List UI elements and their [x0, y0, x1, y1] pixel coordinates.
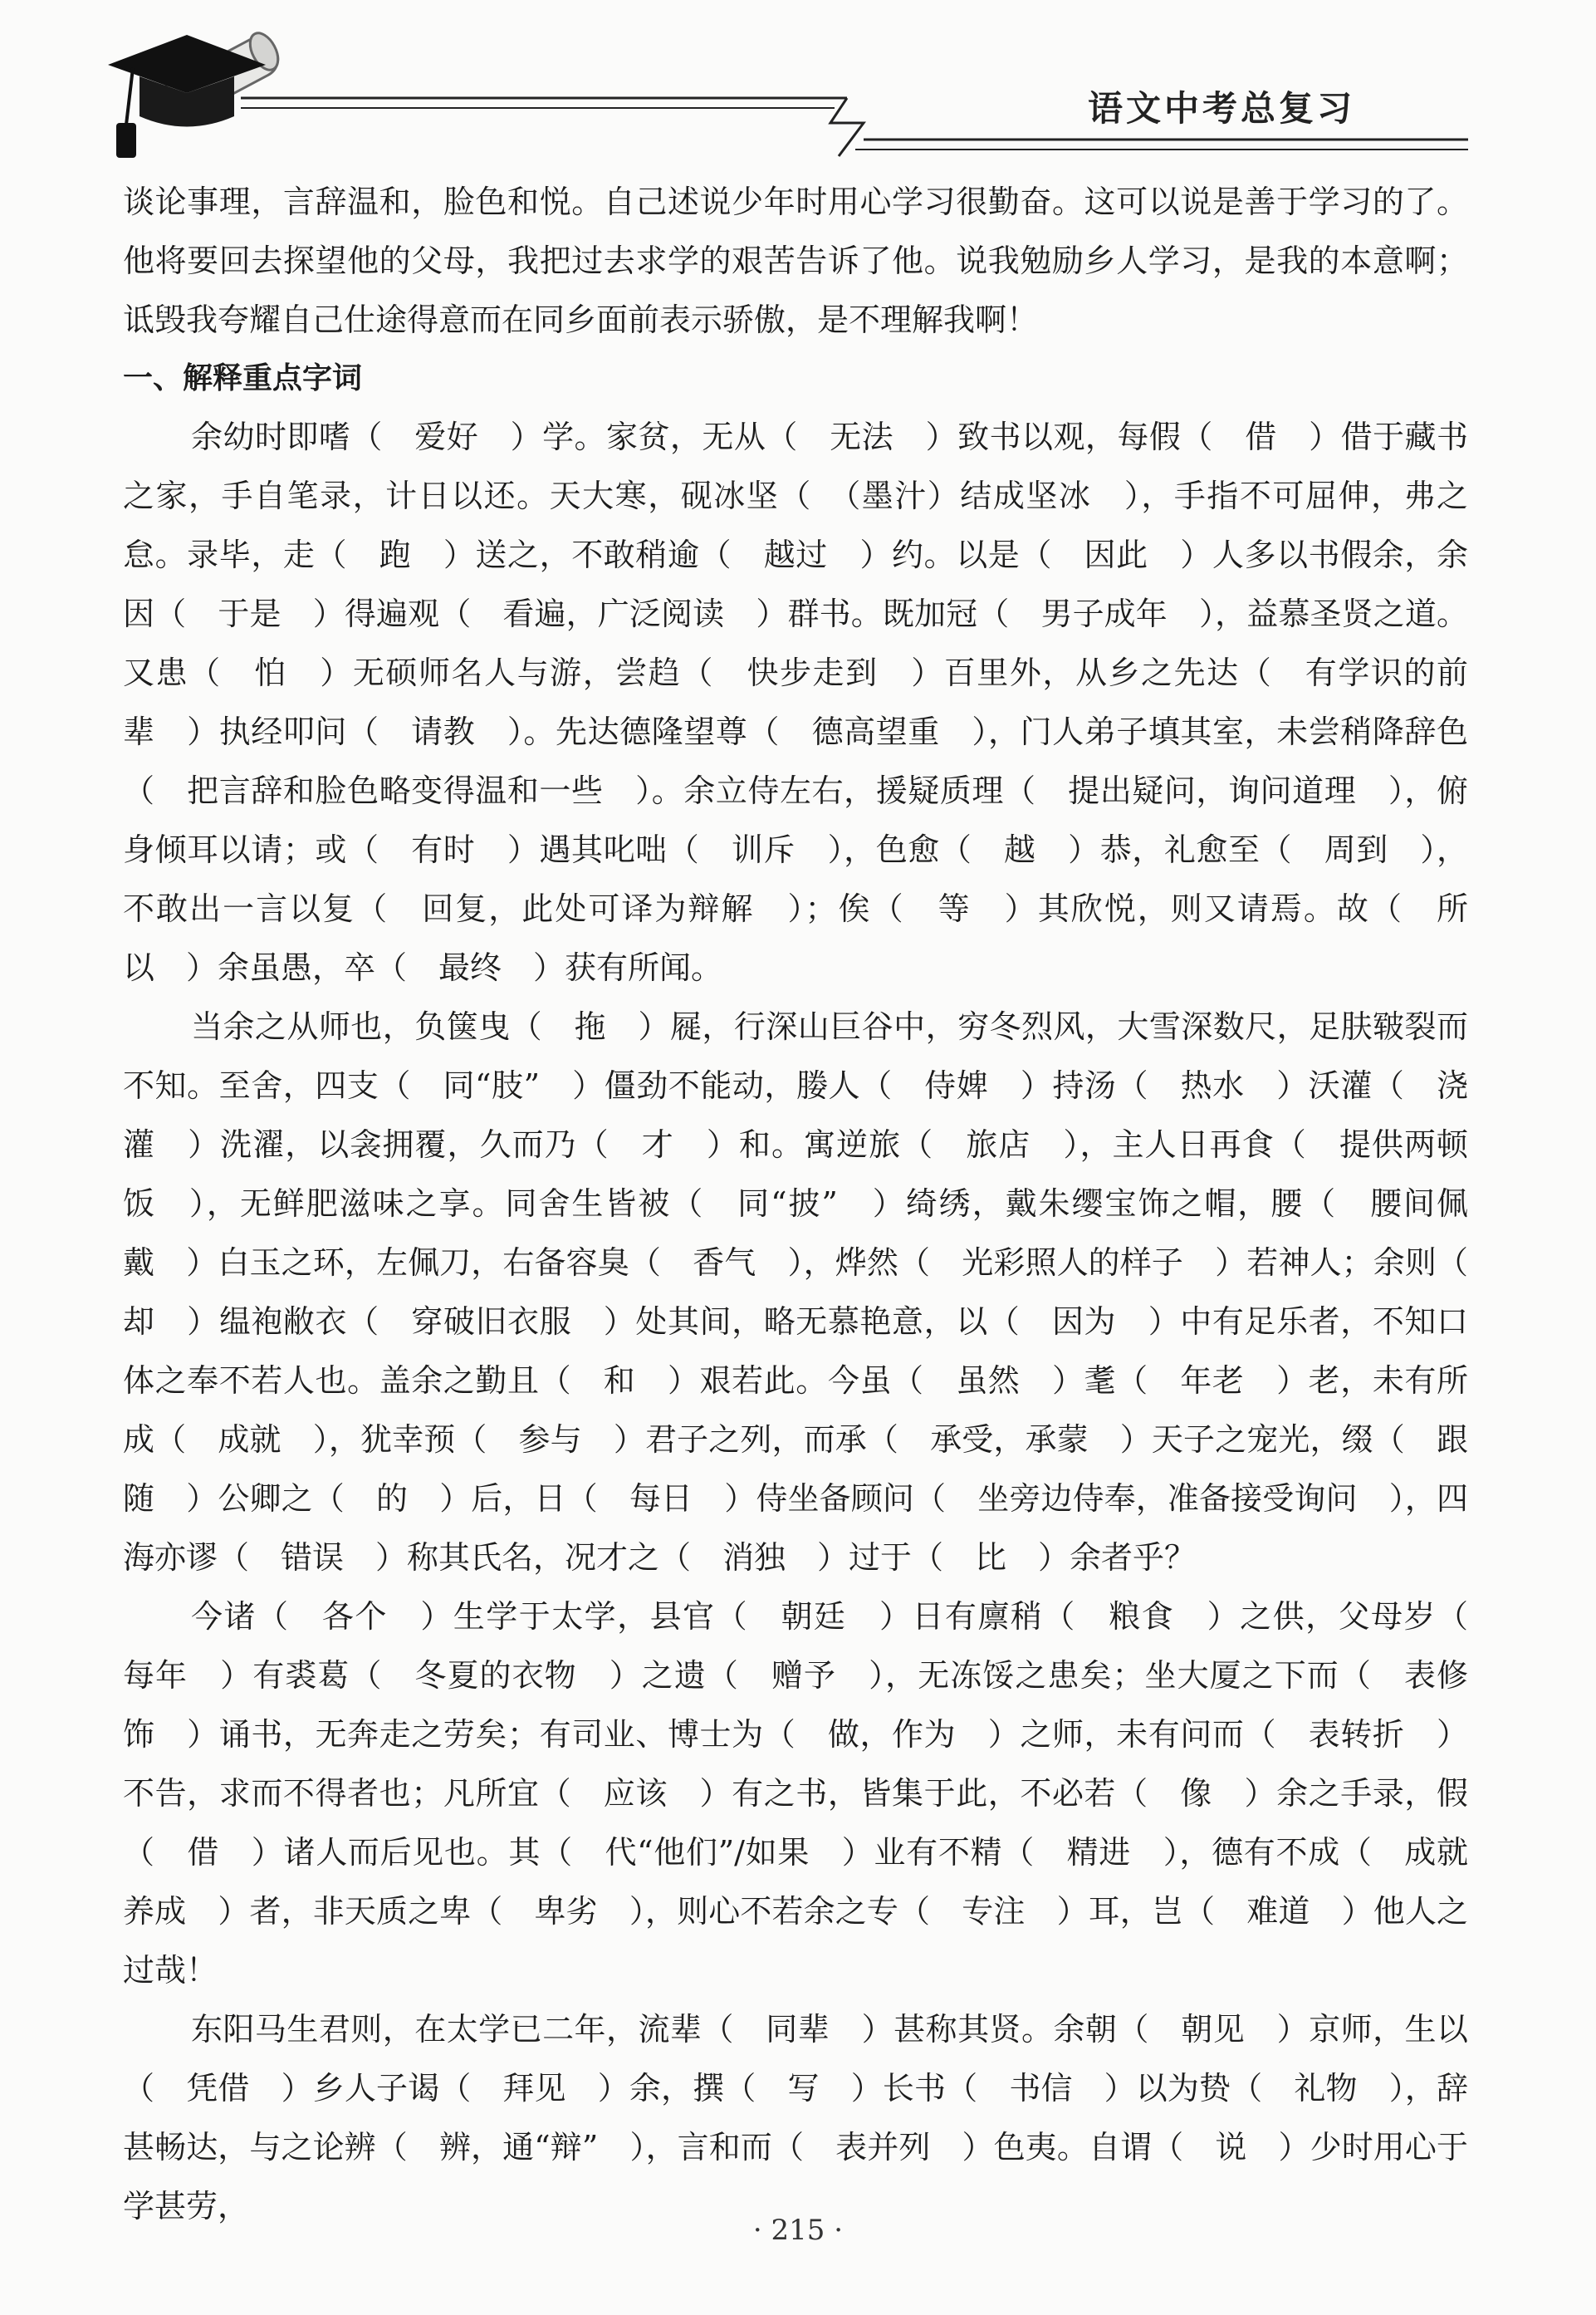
- page-content: [123, 173, 1501, 2236]
- book-title: 语文中考总复习: [1087, 88, 1355, 129]
- body-paragraph-2: 当余之从师也，负箧曳（ 拖 ）屣，行深山巨谷中，穷冬烈风，大雪深数尺，足肤皲裂而不知。至舍，四支（ 同“肢” ）僵劲不能动，媵人（ 侍婢 ）持汤（ 热水 ）沃灌（ 浇灌 ）洗濯，以衾拥覆，久而乃（ 才 ）和。寓逆旅（ 旅店 ），主人日再食（ 提供两顿饭 ），无鲜肥滋味之享。同舍生皆被（ 同“披” ）绮绣，戴朱缨宝饰之帽，腰（ 腰间佩戴 ）白玉之环，左佩刀，右备容臭（ 香气 ），烨然（ 光彩照人的样子 ）若神人；余则（ 却 ）缊袍敝衣（ 穿破旧衣服 ）处其间，略无慕艳意，以（ 因为 ）中有足乐者，不知口体之奉不若人也。盖余之勤且（ 和 ）艰若此。今虽（ 虽然 ）耄（ 年老 ）老，未有所成（ 成就 ），犹幸预（ 参与 ）君子之列，而承（ 承受，承蒙 ）天子之宠光，缀（ 跟随 ）公卿之（ 的 ）后，日（ 每日 ）侍坐备顾问（ 坐旁边侍奉，准备接受询问 ），四海亦谬（ 错误 ）称其氏名，况才之（ 消独 ）过于（ 比 ）余者乎？: [123, 1008, 1501, 1576]
- section-heading: 一、解释重点字词: [123, 361, 363, 395]
- body-paragraph-3: 今诸（ 各个 ）生学于太学，县官（ 朝廷 ）日有廪稍（ 粮食 ）之供，父母岁（ 每年 ）有裘葛（ 冬夏的衣物 ）之遗（ 赠予 ），无冻馁之患矣；坐大厦之下而（ 表修饰 ）诵书，无奔走之劳矣；有司业、博士为（ 做，作为 ）之师，未有问而（ 表转折 ）不告，求而不得者也；凡所宜（ 应该 ）有之书，皆集于此，不必若（ 像 ）余之手录，假（ 借 ）诸人而后见也。其（ 代“他们”/如果 ）业有不精（ 精进 ），德有不成（ 成就养成 ）者，非天质之卑（ 卑劣 ），则心不若余之专（ 专注 ）耳，岂（ 难道 ）他人之过哉！: [123, 1598, 1501, 1989]
- page-number: · 215 ·: [752, 2214, 844, 2247]
- graduation-cap-icon: [0, 0, 1596, 174]
- body-paragraph-4: 东阳马生君则，在太学已二年，流辈（ 同辈 ）甚称其贤。余朝（ 朝见 ）京师，生以（ 凭借 ）乡人子谒（ 拜见 ）余，撰（ 写 ）长书（ 书信 ）以为贽（ 礼物 ），辞甚畅达，与之论辨（ 辨，通“辩” ），言和而（ 表并列 ）色夷。自谓（ 说 ）少时用心于学甚劳，: [123, 2011, 1468, 2224]
- page-header: [0, 0, 1596, 174]
- body-paragraph-1: 余幼时即嗜（ 爱好 ）学。家贫，无从（ 无法 ）致书以观，每假（ 借 ）借于藏书之家，手自笔录，计日以还。天大寒，砚冰坚（ （墨汁）结成坚冰 ），手指不可屈伸，弗之怠。录毕，走（ 跑 ）送之，不敢稍逾（ 越过 ）约。以是（ 因此 ）人多以书假余，余因（ 于是 ）得遍观（ 看遍，广泛阅读 ）群书。既加冠（ 男子成年 ），益慕圣贤之道。又患（ 怕 ）无硕师名人与游，尝趋（ 快步走到 ）百里外，从乡之先达（ 有学识的前辈 ）执经叩问（ 请教 ）。先达德隆望尊（ 德高望重 ），门人弟子填其室，未尝稍降辞色（ 把言辞和脸色略变得温和一些 ）。余立侍左右，援疑质理（ 提出疑问，询问道理 ），俯身倾耳以请；或（ 有时 ）遇其叱咄（ 训斥 ），色愈（ 越 ）恭，礼愈至（ 周到 ），不敢出一言以复（ 回复，此处可译为辩解 ）；俟（ 等 ）其欣悦，则又请焉。故（ 所以 ）余虽愚，卒（ 最终 ）获有所闻。: [123, 419, 1468, 986]
- intro-paragraph: 谈论事理，言辞温和，脸色和悦。自己述说少年时用心学习很勤奋。这可以说是善于学习的了。他将要回去探望他的父母，我把过去求学的艰苦告诉了他。说我勉励乡人学习，是我的本意啊；诋毁我夸耀自己仕途得意而在同乡面前表示骄傲，是不理解我啊！: [123, 184, 1468, 338]
